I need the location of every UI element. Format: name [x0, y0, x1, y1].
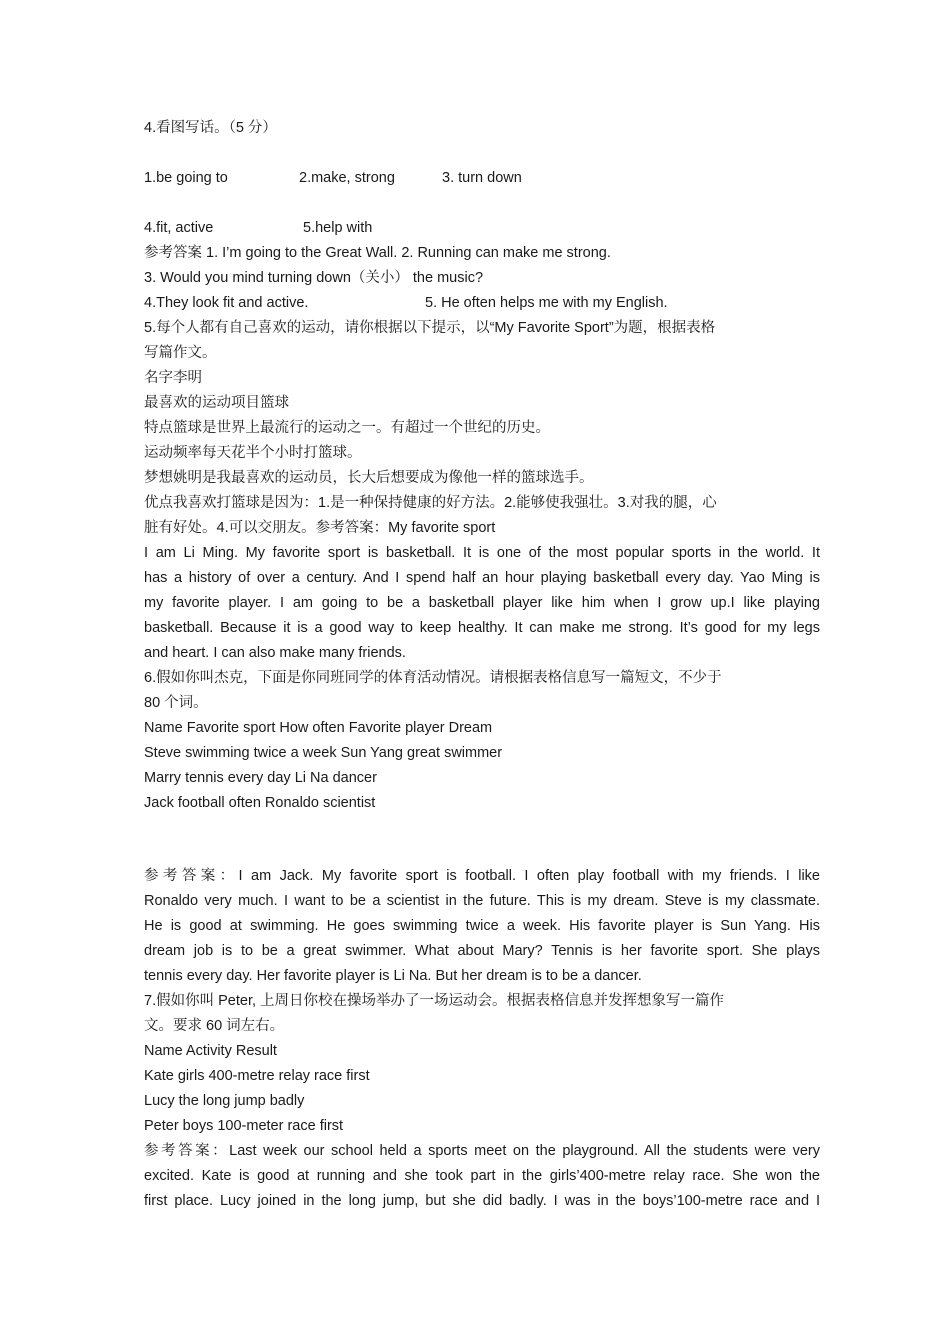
q4-answer-line: 参考答案 1. I’m going to the Great Wall. 2. Running can make me strong.: [144, 245, 611, 261]
q6-table-row: Jack football often Ronaldo scientist: [144, 795, 376, 811]
q6-answer-line: Ronaldo very much. I want to be a scientist in the future. This is my dream. Steve is my classmate.: [144, 893, 820, 909]
q7-answer-line: first place. Lucy joined in the long jump, but she did badly. I was in the boys’100-metre race and I: [144, 1193, 820, 1209]
q7-prompt: 文。要求 60 词左右。: [144, 1018, 285, 1034]
q5-row: 名字李明: [144, 370, 202, 386]
q5-answer-line: basketball. Because it is a good way to keep healthy. It can make me strong. It’s good for my legs: [144, 620, 820, 636]
q5-answer-line: and heart. I can also make many friends.: [144, 645, 406, 661]
q6-table-row: Steve swimming twice a week Sun Yang great swimmer: [144, 745, 503, 761]
q4-prompt-2: 2.make, strong: [299, 170, 395, 186]
q6-answer-line: dream job is to be a great swimmer. What about Mary? Tennis is her favorite sport. She plays: [144, 943, 820, 959]
q4-heading: 4.看图写话。（5 分）: [144, 120, 277, 136]
q5-prompt: 写篇作文。: [144, 345, 217, 361]
q6-prompt: 80 个词。: [144, 695, 208, 711]
q7-table-row: Lucy the long jump badly: [144, 1093, 305, 1109]
q5-row: 最喜欢的运动项目篮球: [144, 395, 289, 411]
q4-answer-4: 4.They look fit and active.: [144, 295, 309, 311]
q5-prompt: 5.每个人都有自己喜欢的运动，请你根据以下提示，以“My Favorite Sport”为题，根据表格: [144, 320, 716, 336]
q5-answer-line: has a history of over a century. And I spend half an hour playing basketball every day. Yao Ming is: [144, 570, 820, 586]
q7-prompt: 7.假如你叫 Peter, 上周日你校在操场举办了一场运动会。根据表格信息并发挥想象写一篇作: [144, 993, 725, 1009]
q5-row: 特点篮球是世界上最流行的运动之一。有超过一个世纪的历史。: [144, 420, 550, 436]
q7-table-row: Kate girls 400-metre relay race first: [144, 1068, 370, 1084]
q6-table-row: Marry tennis every day Li Na dancer: [144, 770, 377, 786]
q6-answer-line: tennis every day. Her favorite player is Li Na. But her dream is to be a dancer.: [144, 968, 642, 984]
q5-answer-line: my favorite player. I am going to be a basketball player like him when I grow up.I like playing: [144, 595, 820, 611]
q4-answer-5: 5. He often helps me with my English.: [425, 295, 668, 311]
q6-prompt: 6.假如你叫杰克，下面是你同班同学的体育活动情况。请根据表格信息写一篇短文，不少于: [144, 670, 722, 686]
q6-answer-line: He is good at swimming. He goes swimming twice a week. His favorite player is Sun Yang. His: [144, 918, 820, 934]
q5-row: 运动频率每天花半个小时打篮球。: [144, 445, 362, 461]
q4-answer-line: 3. Would you mind turning down（关小） the music?: [144, 270, 484, 286]
q7-answer-line: excited. Kate is good at running and she took part in the girls’400-metre relay race. She won the: [144, 1168, 820, 1184]
q7-answer-line: 参考答案：Last week our school held a sports meet on the playground. All the students were very: [144, 1143, 820, 1159]
q7-table-row: Name Activity Result: [144, 1043, 277, 1059]
q5-row: 梦想姚明是我最喜欢的运动员，长大后想要成为像他一样的篮球选手。: [144, 470, 594, 486]
q5-row: 脏有好处。4.可以交朋友。参考答案：My favorite sport: [144, 520, 496, 536]
q4-prompt-1: 1.be going to: [144, 170, 228, 186]
q4-prompt-4: 4.fit, active: [144, 220, 214, 236]
q5-row: 优点我喜欢打篮球是因为：1.是一种保持健康的好方法。2.能够使我强壮。3.对我的腿，心: [144, 495, 717, 511]
q5-answer-line: I am Li Ming. My favorite sport is basketball. It is one of the most popular sports in the world. It: [144, 545, 820, 561]
q4-prompt-3: 3. turn down: [442, 170, 522, 186]
q6-table-row: Name Favorite sport How often Favorite player Dream: [144, 720, 493, 736]
q4-prompt-5: 5.help with: [303, 220, 373, 236]
q7-table-row: Peter boys 100-meter race first: [144, 1118, 344, 1134]
q6-answer-line: 参考答案：I am Jack. My favorite sport is football. I often play football with my friends. I like: [144, 868, 820, 884]
